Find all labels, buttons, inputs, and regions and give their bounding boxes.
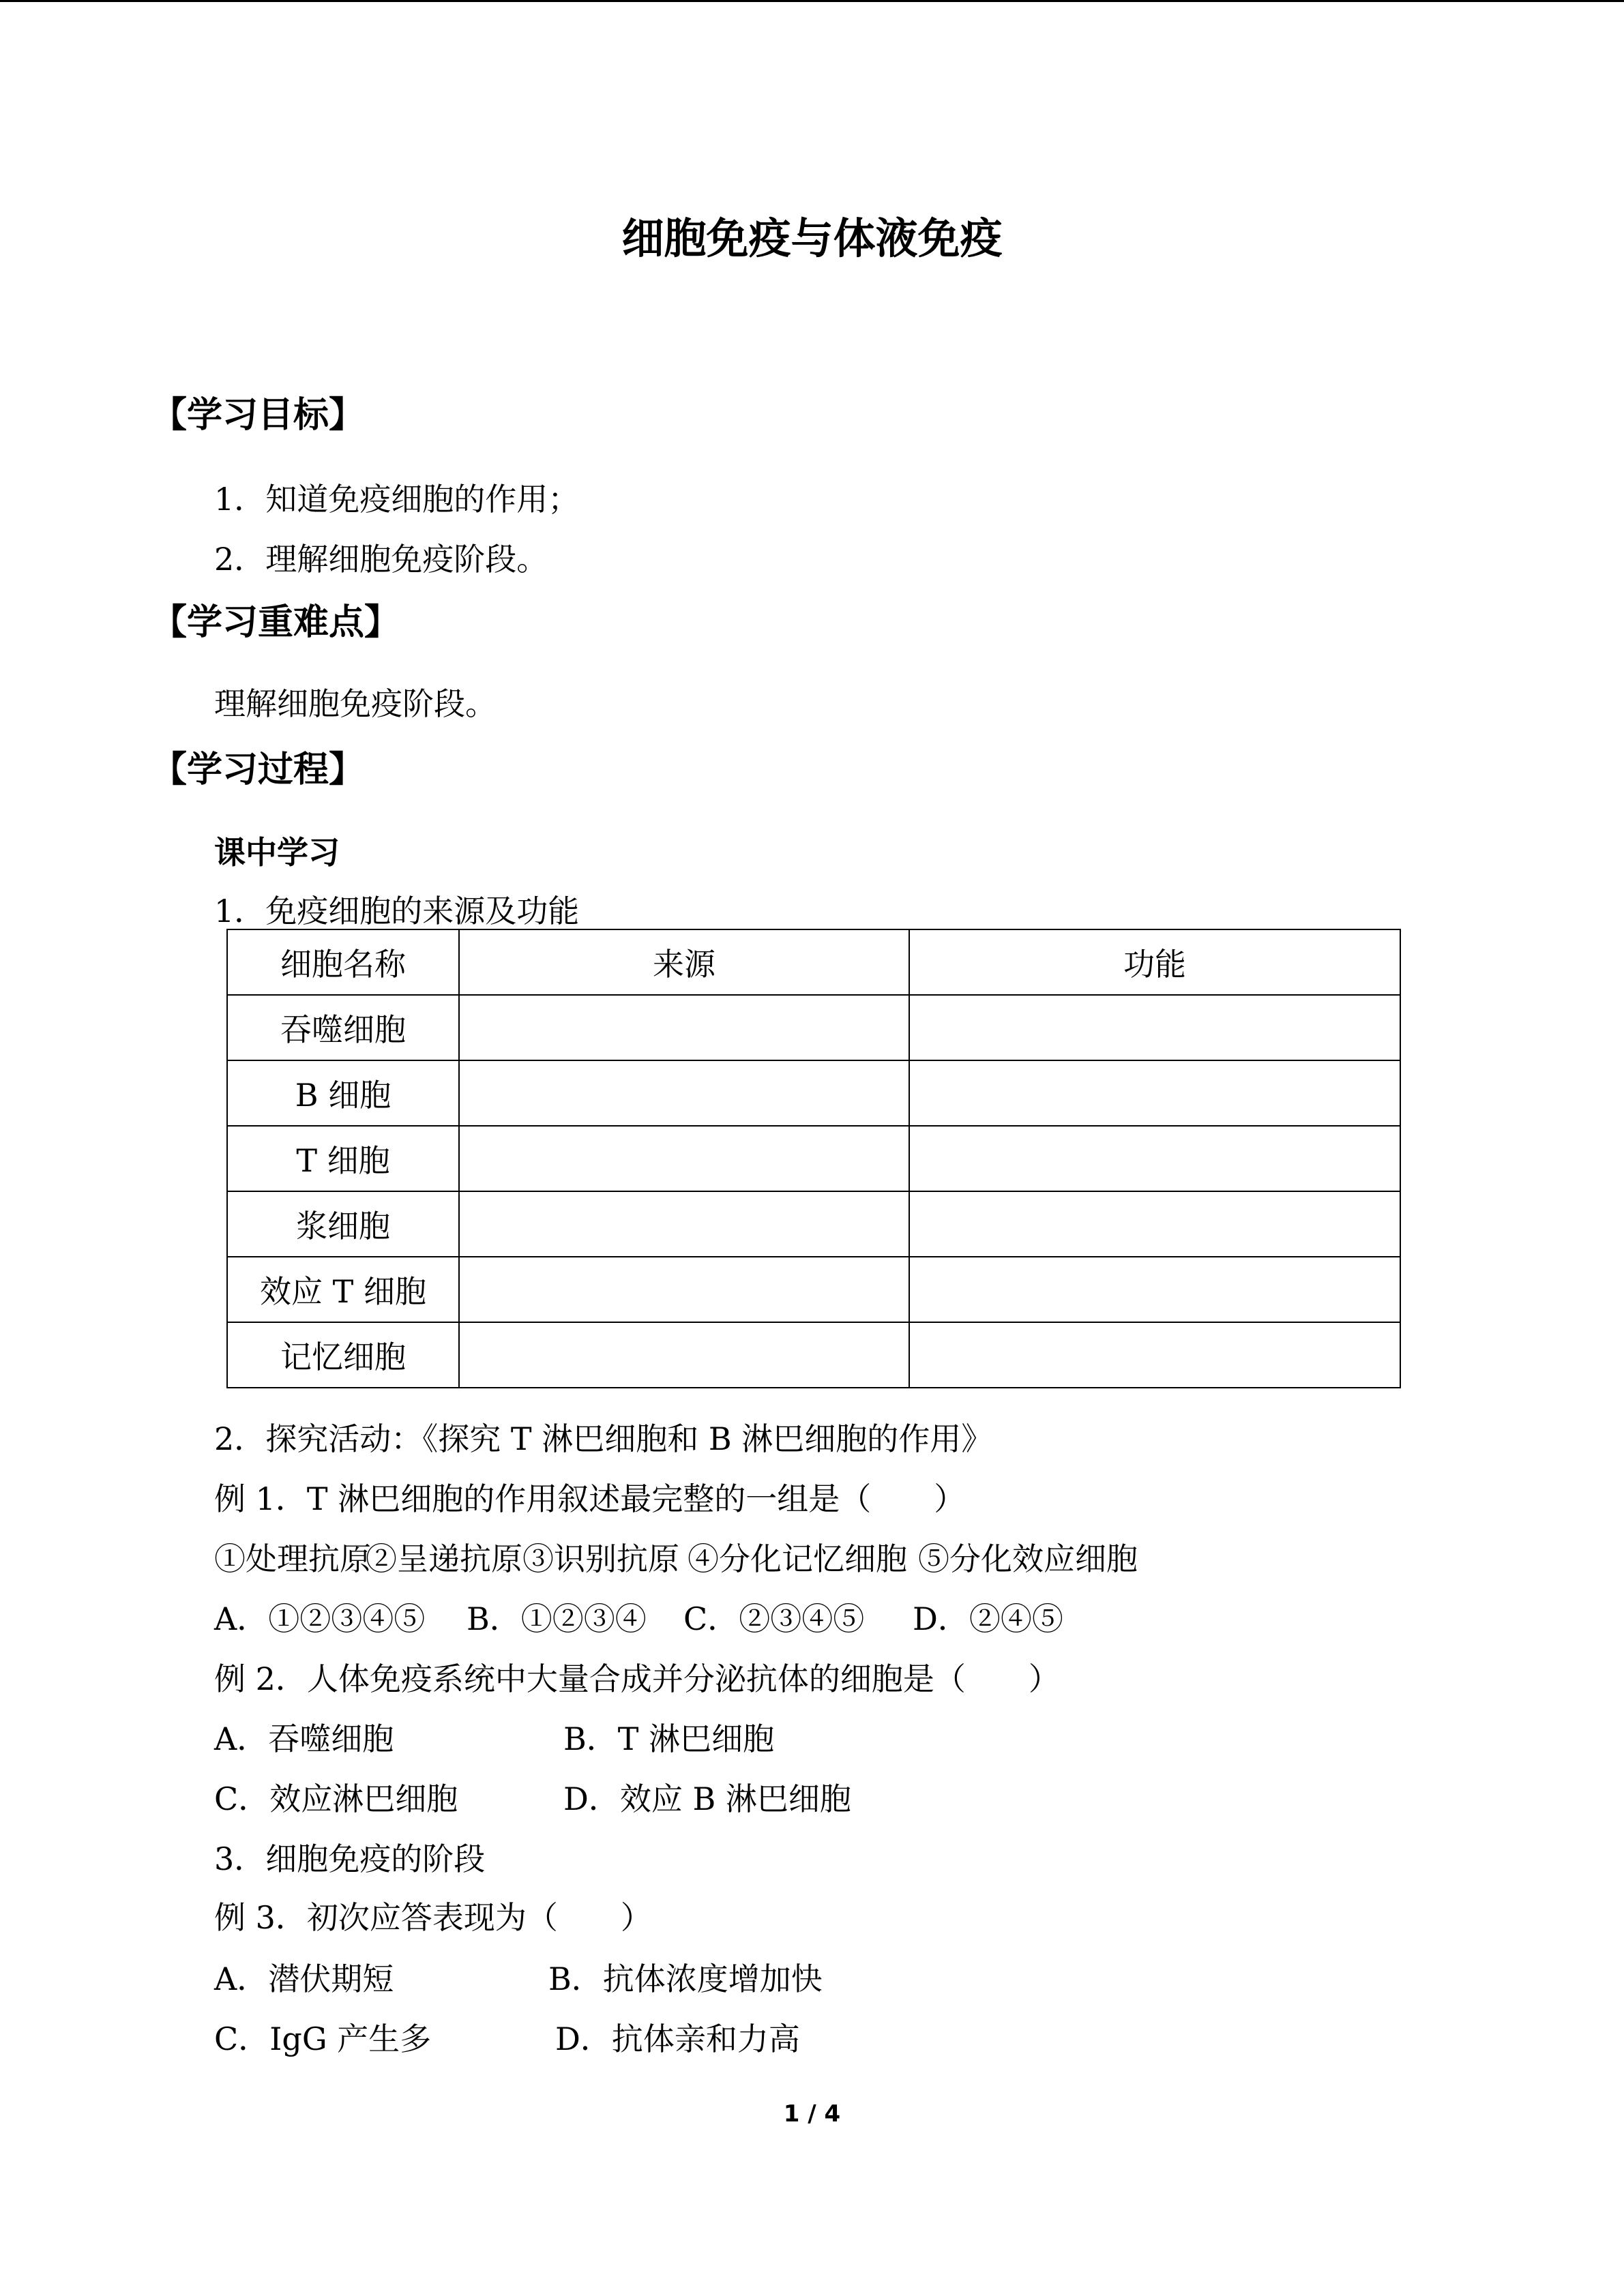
page-number: 1 / 4 [783, 2100, 841, 2128]
example-2-question: 例 2．人体免疫系统中大量合成并分泌抗体的细胞是（ ） [214, 1660, 1060, 1697]
immune-cell-table [226, 929, 1401, 1388]
table-header: 功能 [909, 929, 1400, 995]
table-cell-source [459, 1322, 909, 1388]
goal-item-1: 1．知道免疫细胞的作用； [214, 481, 580, 518]
table-cell-function [909, 995, 1400, 1060]
statement: ①处理抗原 [214, 1540, 371, 1577]
table-header-row [227, 929, 1400, 995]
table-row [227, 1322, 1400, 1388]
statement: ②呈递抗原 [366, 1540, 522, 1577]
table-row [227, 1060, 1400, 1126]
table-cell-function [909, 1126, 1400, 1191]
goal-item-2: 2．理解细胞免疫阶段。 [214, 541, 548, 578]
example-3-options-row-1 [214, 1954, 823, 1999]
table-cell-source [459, 1257, 909, 1322]
example-3-options-row-2 [214, 2014, 800, 2059]
option: A．吞噬细胞 [214, 1720, 394, 1757]
table-row [227, 1191, 1400, 1257]
statement: ③识别抗原 [522, 1540, 679, 1577]
table-row [227, 1257, 1400, 1322]
example-2-options-row-1 [214, 1714, 774, 1759]
example-1-question: 例 1．T 淋巴细胞的作用叙述最完整的一组是（ ） [214, 1480, 966, 1517]
statement: ⑤分化效应细胞 [918, 1540, 1138, 1577]
top-border [0, 0, 1624, 2]
table-row [227, 1126, 1400, 1191]
table-cell-source [459, 995, 909, 1060]
table-cell-source [459, 1191, 909, 1257]
table-cell-source [459, 1060, 909, 1126]
key-points-text: 理解细胞免疫阶段。 [214, 685, 497, 722]
option: A．潜伏期短 [214, 1960, 394, 1997]
section-heading-process: 【学习过程】 [151, 749, 365, 790]
subheading-in-class: 课中学习 [214, 834, 340, 871]
option: D．抗体亲和力高 [555, 2021, 800, 2057]
table-cell-name: 记忆细胞 [227, 1322, 459, 1388]
table-header: 来源 [459, 929, 909, 995]
table-cell-source [459, 1126, 909, 1191]
process-item-1: 1．免疫细胞的来源及功能 [214, 893, 580, 929]
option: A．①②③④⑤ [214, 1600, 426, 1637]
example-2-options-row-2 [214, 1774, 851, 1819]
table-cell-name: 浆细胞 [227, 1191, 459, 1257]
table-cell-name: 吞噬细胞 [227, 995, 459, 1060]
table-cell-function [909, 1322, 1400, 1388]
table-cell-name: T 细胞 [227, 1126, 459, 1191]
example-1-statements [214, 1534, 1138, 1579]
option: D．②④⑤ [913, 1600, 1063, 1637]
table-cell-name: 效应 T 细胞 [227, 1257, 459, 1322]
option: D．效应 B 淋巴细胞 [563, 1780, 851, 1817]
example-1-options [214, 1594, 1063, 1639]
option: C．效应淋巴细胞 [214, 1780, 458, 1817]
option: C．IgG 产生多 [214, 2021, 432, 2057]
example-3-question: 例 3．初次应答表现为（ ） [214, 1899, 652, 1936]
option: B．①②③④ [467, 1600, 647, 1637]
option: B．抗体浓度增加快 [548, 1960, 823, 1997]
table-cell-function [909, 1191, 1400, 1257]
table-cell-function [909, 1060, 1400, 1126]
table-cell-function [909, 1257, 1400, 1322]
section-heading-key-points: 【学习重难点】 [151, 601, 400, 643]
statement: ④分化记忆细胞 [688, 1540, 907, 1577]
process-item-2: 2．探究活动：《探究 T 淋巴细胞和 B 淋巴细胞的作用》 [214, 1420, 993, 1457]
table-row [227, 995, 1400, 1060]
section-heading-goals: 【学习目标】 [151, 394, 365, 436]
table-cell-name: B 细胞 [227, 1060, 459, 1126]
option: B．T 淋巴细胞 [563, 1720, 775, 1757]
option: C．②③④⑤ [683, 1600, 865, 1637]
page-title: 细胞免疫与体液免疫 [621, 213, 1003, 263]
table-header: 细胞名称 [227, 929, 459, 995]
process-item-3: 3．细胞免疫的阶段 [214, 1840, 486, 1877]
